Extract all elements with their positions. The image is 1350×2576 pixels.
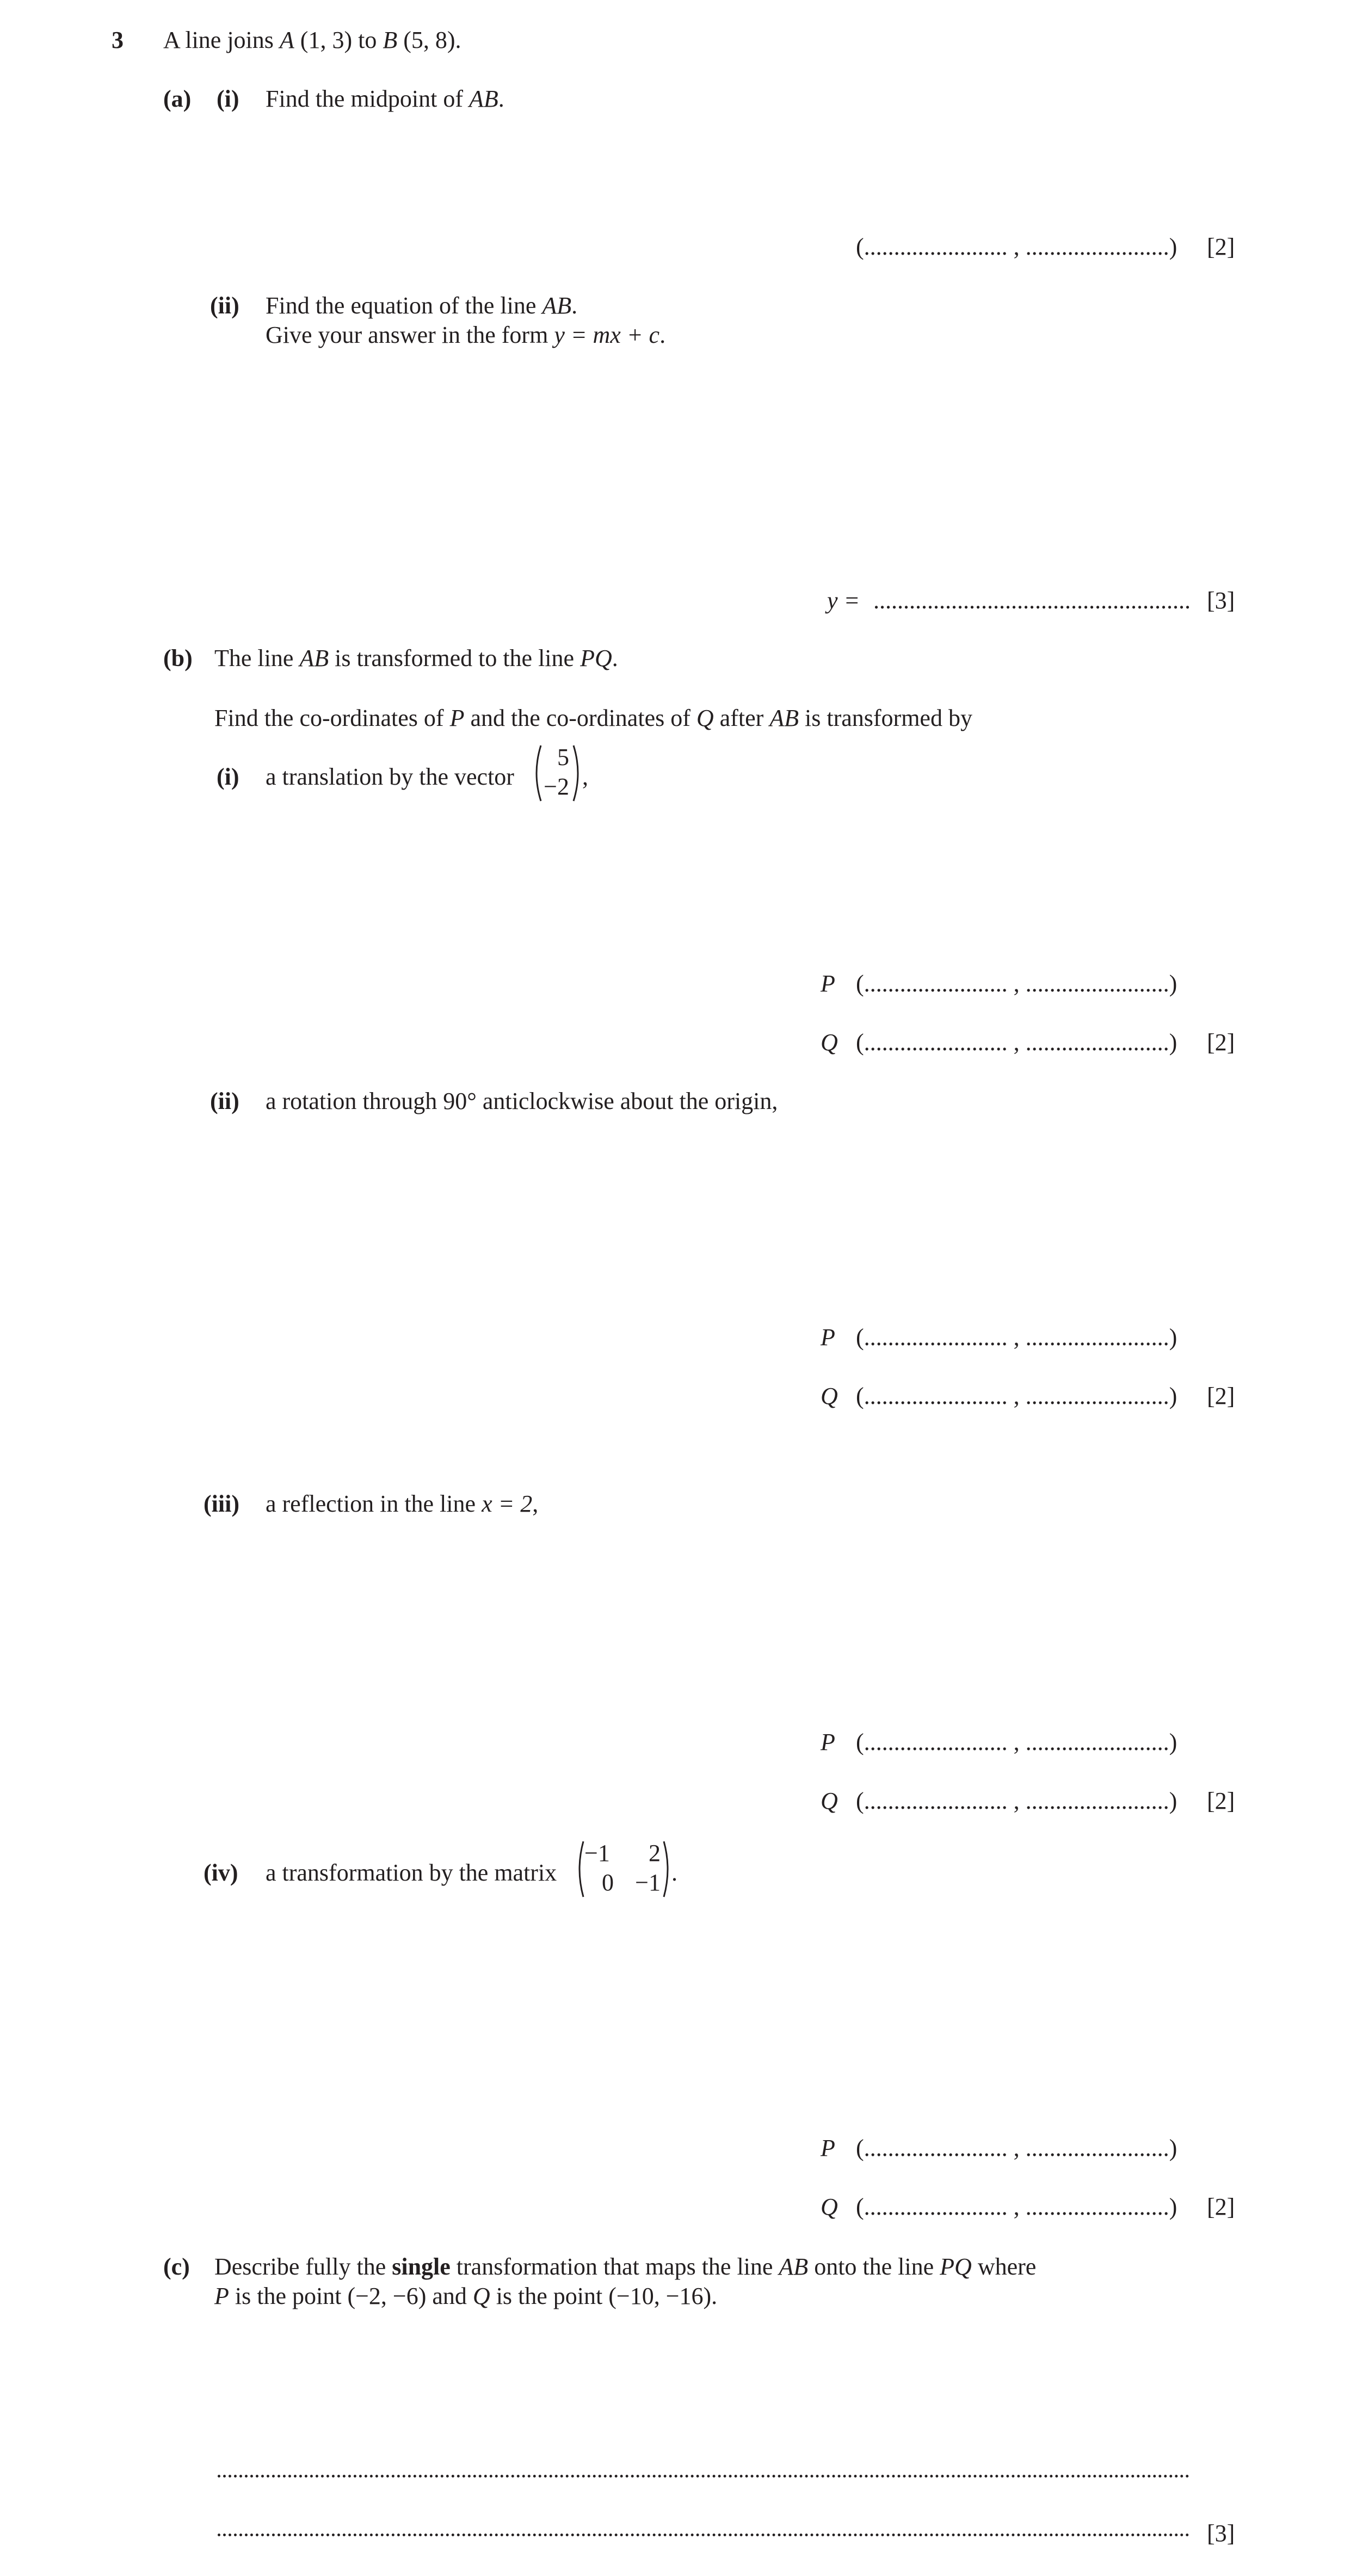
answer-b-iii-p[interactable]: (........................ , ........................) xyxy=(856,1729,1178,1755)
part-a-i-label: (i) xyxy=(217,85,239,112)
matrix-r1c2: 2 xyxy=(649,1840,661,1866)
answer-y-prefix: y = xyxy=(827,587,860,614)
part-b-i-text: a translation by the vector xyxy=(266,763,514,790)
answer-equation[interactable]: ..................................................... xyxy=(873,587,1191,614)
b-iii-q-label: Q xyxy=(821,1788,838,1814)
b-iii-p-label: P xyxy=(821,1729,835,1755)
answer-b-ii-p[interactable]: (........................ , ........................) xyxy=(856,1324,1178,1351)
part-b-i-comma: , xyxy=(582,763,588,790)
marks-b-i: [2] xyxy=(1207,1029,1235,1056)
answer-b-iv-p[interactable]: (........................ , ........................) xyxy=(856,2135,1178,2161)
question-intro: A line joins A (1, 3) to B (5, 8). xyxy=(163,27,461,53)
part-a-i-text: Find the midpoint of AB. xyxy=(266,85,504,112)
answer-b-iii-q[interactable]: (........................ , ........................) xyxy=(856,1788,1178,1814)
matrix-r2c1: 0 xyxy=(602,1869,614,1896)
marks-a-ii: [3] xyxy=(1207,587,1235,614)
marks-b-iii: [2] xyxy=(1207,1788,1235,1814)
part-a-ii-line1: Find the equation of the line AB. xyxy=(266,292,578,319)
part-b-iv-stop: . xyxy=(671,1859,677,1886)
answer-b-ii-q[interactable]: (........................ , ........................) xyxy=(856,1383,1178,1409)
b-ii-p-label: P xyxy=(821,1324,835,1351)
question-number: 3 xyxy=(112,27,124,53)
marks-b-ii: [2] xyxy=(1207,1383,1235,1409)
b-i-q-label: Q xyxy=(821,1029,838,1056)
part-b-iv-text: a transformation by the matrix xyxy=(266,1859,557,1886)
part-b-iii-text: a reflection in the line x = 2, xyxy=(266,1490,539,1517)
part-b-label: (b) xyxy=(163,645,193,671)
part-b-ii-label: (ii) xyxy=(210,1088,239,1114)
part-a-ii-line2: Give your answer in the form y = mx + c. xyxy=(266,322,666,348)
part-a-label: (a) xyxy=(163,85,192,112)
part-c-label: (c) xyxy=(163,2253,190,2280)
matrix-r2c2: −1 xyxy=(635,1869,661,1896)
marks-b-iv: [2] xyxy=(1207,2193,1235,2220)
b-ii-q-label: Q xyxy=(821,1383,838,1409)
part-c-line1: Describe fully the single transformation that maps the line AB onto the line PQ where xyxy=(214,2253,1037,2280)
answer-b-i-q[interactable]: (........................ , ........................) xyxy=(856,1029,1178,1056)
part-b-iii-label: (iii) xyxy=(204,1490,239,1517)
marks-c: [3] xyxy=(1207,2520,1235,2547)
part-b-intro: The line AB is transformed to the line PQ. xyxy=(214,645,618,671)
part-b-find: Find the co-ordinates of P and the co-ordinates of Q after AB is transformed by xyxy=(214,705,972,731)
answer-c-line-2[interactable] xyxy=(218,2534,1189,2536)
transformation-matrix xyxy=(575,1839,673,1899)
answer-b-iv-q[interactable]: (........................ , ........................) xyxy=(856,2193,1178,2220)
b-iv-q-label: Q xyxy=(821,2193,838,2220)
matrix-r1c1: −1 xyxy=(584,1840,610,1866)
part-b-i-label: (i) xyxy=(217,763,239,790)
marks-a-i: [2] xyxy=(1207,233,1235,260)
answer-c-line-1[interactable] xyxy=(218,2475,1189,2478)
part-b-iv-label: (iv) xyxy=(204,1859,238,1886)
part-b-ii-text: a rotation through 90° anticlockwise about the origin, xyxy=(266,1088,778,1114)
vector-bottom: −2 xyxy=(544,773,569,800)
part-c-line2: P is the point (−2, −6) and Q is the point (−10, −16). xyxy=(214,2283,718,2309)
answer-midpoint[interactable]: (........................ , ........................) xyxy=(856,233,1178,260)
vector-top: 5 xyxy=(557,744,569,771)
b-iv-p-label: P xyxy=(821,2135,835,2161)
b-i-p-label: P xyxy=(821,970,835,997)
part-a-ii-label: (ii) xyxy=(210,292,239,319)
translation-vector xyxy=(531,743,583,803)
answer-b-i-p[interactable]: (........................ , ........................) xyxy=(856,970,1178,997)
